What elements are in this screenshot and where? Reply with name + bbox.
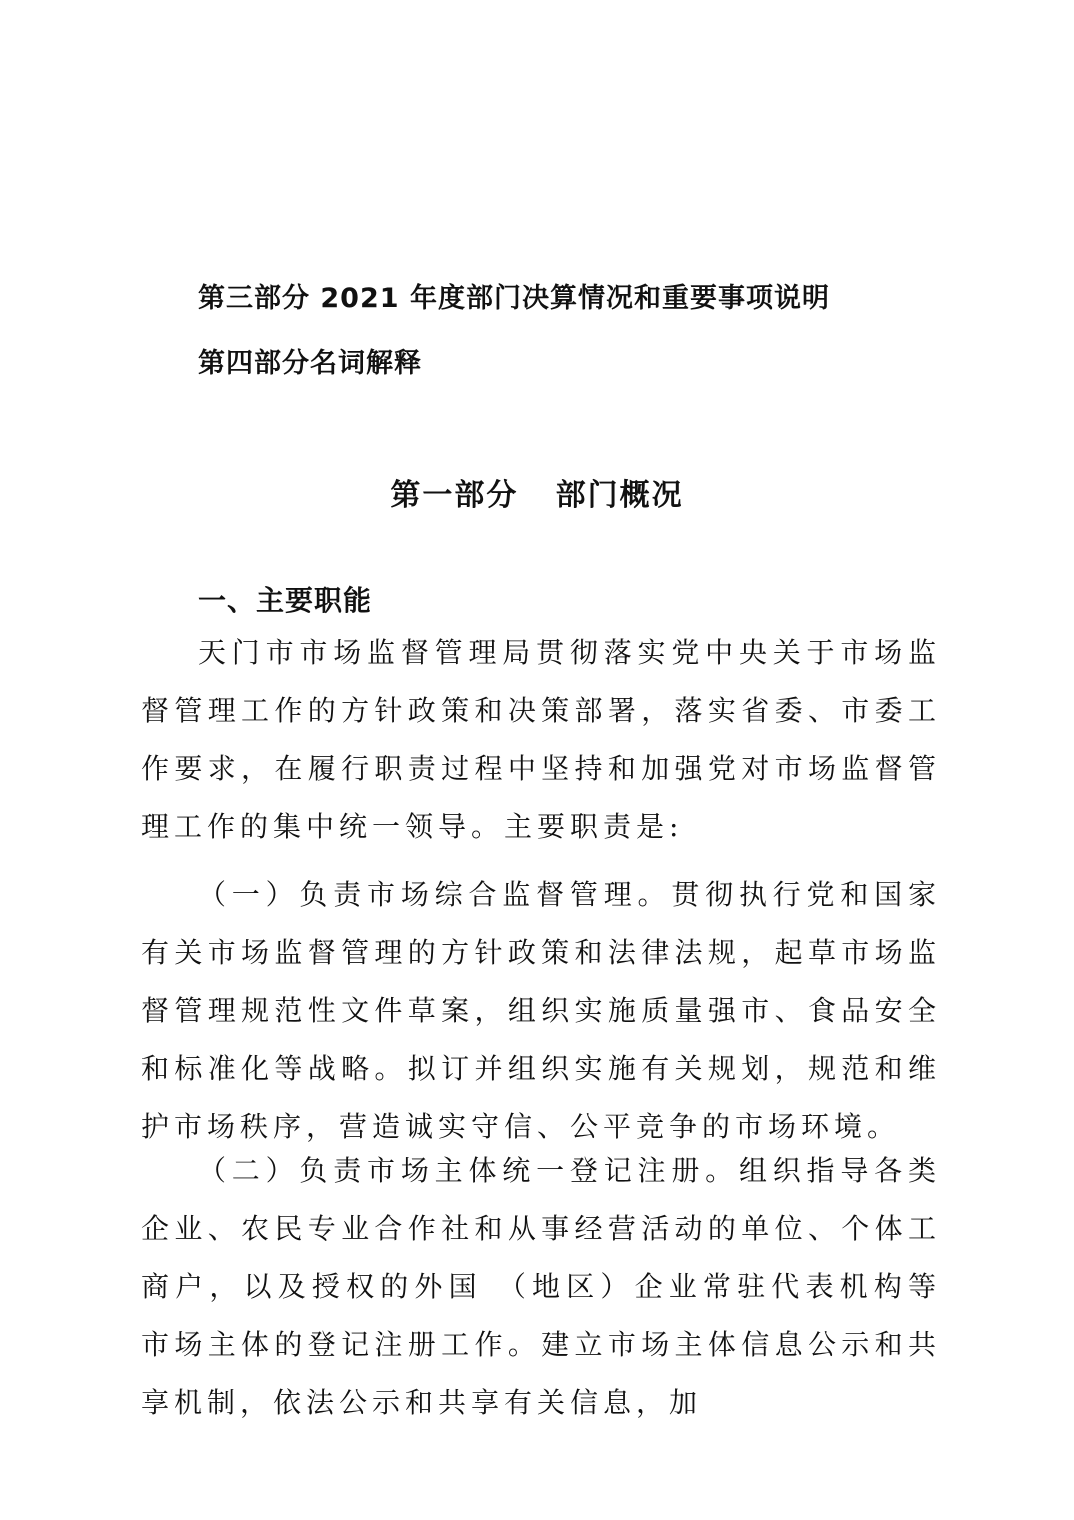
section-heading: 一、主要职能 xyxy=(198,584,373,617)
paragraph-duty-2: （二）负责市场主体统一登记注册。组织指导各类企业、农民专业合作社和从事经营活动的单位、个体工商户，以及授权的外国 （地区）企业常驻代表机构等市场主体的登记注册工作。建立市场主体信息公示和共享机制，依法公示和共享有关信息，加 xyxy=(141,1154,941,1419)
paragraph-intro: 天门市市场监督管理局贯彻落实党中央关于市场监督管理工作的方针政策和决策部署，落实省委、市委工作要求，在履行职责过程中坚持和加强党对市场监督管理工作的集中统一领导。主要职责是: xyxy=(141,636,941,843)
paragraph-duty-1: （一）负责市场综合监督管理。贯彻执行党和国家有关市场监督管理的方针政策和法律法规，起草市场监督管理规范性文件草案，组织实施质量强市、食品安全和标准化等战略。拟订并组织实施有关规划，规范和维护市场秩序，营造诚实守信、公平竞争的市场环境。 xyxy=(141,878,941,1143)
toc-entry-part-four: 第四部分名词解释 xyxy=(198,348,422,379)
toc-entry-part-three: 第三部分 2021 年度部门决算情况和重要事项说明 xyxy=(198,283,830,314)
part-title: 第一部分 部门概况 xyxy=(390,478,684,513)
